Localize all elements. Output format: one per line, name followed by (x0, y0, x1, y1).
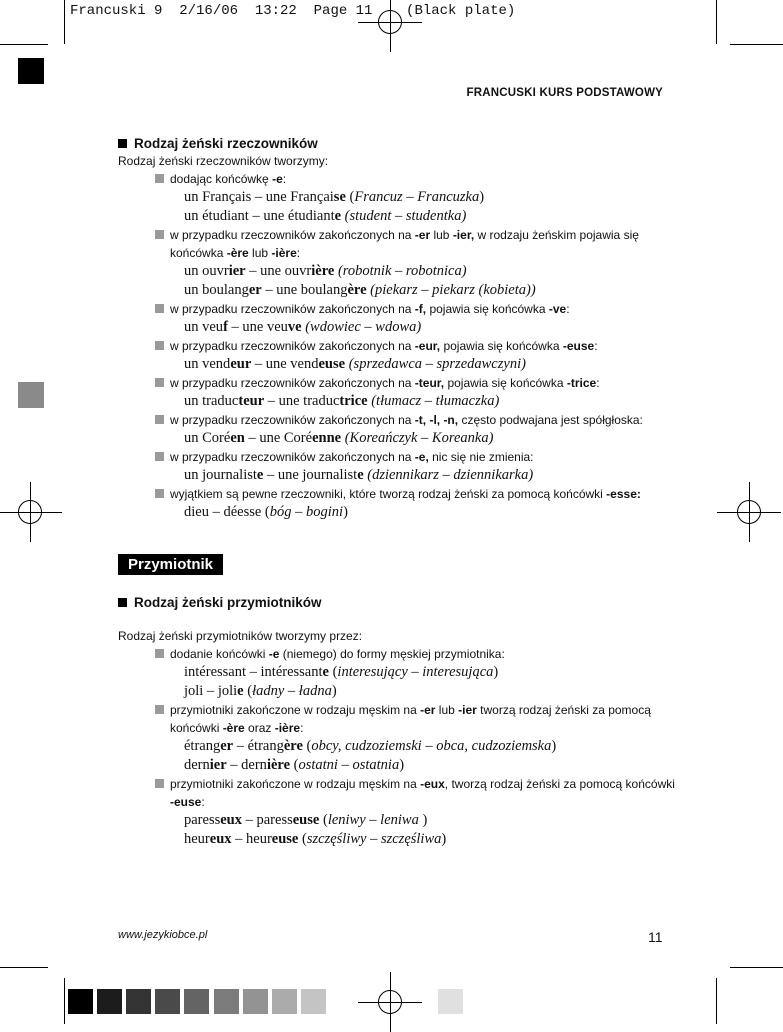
color-swatch (272, 989, 297, 1014)
page-number: 11 (648, 929, 663, 945)
crop-mark (730, 44, 783, 45)
print-slug: Francuski 9 2/16/06 13:22 Page 11 (Black plate) (70, 3, 516, 19)
example-line: dieu – déesse (bóg – bogini) (184, 504, 348, 520)
gray-plate-marker (18, 382, 44, 408)
crop-mark (64, 0, 65, 44)
crop-mark (64, 978, 65, 1024)
running-header: FRANCUSKI KURS PODSTAWOWY (466, 87, 663, 99)
example-line: heureux – heureuse (szczęśliwy – szczęśliwa) (184, 831, 447, 847)
registration-mark (370, 2, 410, 42)
example-line: un Coréen – une Coréenne (Koreańczyk – Koreanka) (184, 430, 494, 446)
rule-item: w przypadku rzeczowników zakończonych na -t, -l, -n, często podwajana jest spółgłoska: (118, 411, 678, 429)
gray-bullet-icon (155, 415, 164, 424)
color-swatch (155, 989, 180, 1014)
rule-item: przymiotniki zakończone w rodzaju męskim na -eux, tworzą rodzaj żeński za pomocą końcówki -euse: (118, 775, 678, 811)
gray-bullet-icon (155, 174, 164, 183)
rule-item: w przypadku rzeczowników zakończonych na -f, pojawia się końcówka -ve: (118, 300, 678, 318)
rule-item: w przypadku rzeczowników zakończonych na -teur, pojawia się końcówka -trice: (118, 374, 678, 392)
gray-bullet-icon (155, 649, 164, 658)
rule-item: w przypadku rzeczowników zakończonych na -eur, pojawia się końcówka -euse: (118, 337, 678, 355)
example-line: dernier – dernière (ostatni – ostatnia) (184, 757, 405, 773)
nouns-heading: Rodzaj żeński rzeczowników (118, 136, 678, 151)
gray-bullet-icon (155, 341, 164, 350)
example-line: un veuf – une veuve (wdowiec – wdowa) (184, 319, 422, 335)
gray-bullet-icon (155, 452, 164, 461)
adjectives-heading: Rodzaj żeński przymiotników (118, 595, 678, 610)
rule-item: wyjątkiem są pewne rzeczowniki, które tworzą rodzaj żeński za pomocą końcówki -esse: (118, 485, 678, 503)
color-swatch (184, 989, 209, 1014)
nouns-intro: Rodzaj żeński rzeczowników tworzymy: (118, 154, 329, 168)
example-line: intéressant – intéressante (interesujący – interesująca) (184, 664, 499, 680)
example-line: un journaliste – une journaliste (dziennikarz – dziennikarka) (184, 467, 534, 483)
color-swatch (438, 989, 463, 1014)
gray-bullet-icon (155, 378, 164, 387)
gray-bullet-icon (155, 779, 164, 788)
example-line: joli – jolie (ładny – ładna) (184, 683, 337, 699)
adjectives-intro: Rodzaj żeński przymiotników tworzymy przez: (118, 629, 363, 643)
gray-bullet-icon (155, 230, 164, 239)
page-content (118, 136, 678, 849)
registration-mark (10, 492, 50, 532)
color-swatch (243, 989, 268, 1014)
rule-item: w przypadku rzeczowników zakończonych na -e, nic się nie zmienia: (118, 448, 678, 466)
color-swatch (301, 989, 326, 1014)
rule-item: dodanie końcówki -e (niemego) do formy męskiej przymiotnika: (118, 645, 678, 663)
black-plate-marker (18, 58, 44, 84)
example-line: un ouvrier – une ouvrière (robotnik – robotnica) (184, 263, 467, 279)
example-line: un étudiant – une étudiante (student – studentka) (184, 208, 467, 224)
section-title: Przymiotnik (118, 554, 223, 575)
crop-mark (0, 44, 48, 45)
square-bullet-icon (118, 598, 127, 607)
example-line: étranger – étrangère (obcy, cudzoziemski – obca, cudzoziemska) (184, 738, 557, 754)
gray-bullet-icon (155, 705, 164, 714)
rule-item: dodając końcówkę -e: (118, 170, 678, 188)
square-bullet-icon (118, 139, 127, 148)
registration-mark (370, 982, 410, 1022)
example-line: un Français – une Française (Francuz – Francuzka) (184, 189, 485, 205)
example-line: paresseux – paresseuse (leniwy – leniwa ) (184, 812, 428, 828)
rule-item: w przypadku rzeczowników zakończonych na -er lub -ier, w rodzaju żeńskim pojawia się końcówka -ère lub -ière: (118, 226, 678, 262)
example-line: un traducteur – une traductrice (tłumacz – tłumaczka) (184, 393, 500, 409)
example-line: un boulanger – une boulangère (piekarz – piekarz (kobieta)) (184, 282, 536, 298)
example-line: un vendeur – une vendeuse (sprzedawca – sprzedawczyni) (184, 356, 526, 372)
gray-bullet-icon (155, 489, 164, 498)
crop-mark (730, 967, 783, 968)
registration-mark (729, 492, 769, 532)
crop-mark (716, 0, 717, 44)
crop-mark (0, 967, 48, 968)
color-swatch (97, 989, 122, 1014)
crop-mark (716, 978, 717, 1024)
rule-item: przymiotniki zakończone w rodzaju męskim na -er lub -ier tworzą rodzaj żeński za pomocą końcówki -ère oraz -ière: (118, 701, 678, 737)
footer-url: www.jezykiobce.pl (118, 929, 208, 941)
gray-bullet-icon (155, 304, 164, 313)
color-swatch (214, 989, 239, 1014)
color-swatch (68, 989, 93, 1014)
color-swatch (126, 989, 151, 1014)
